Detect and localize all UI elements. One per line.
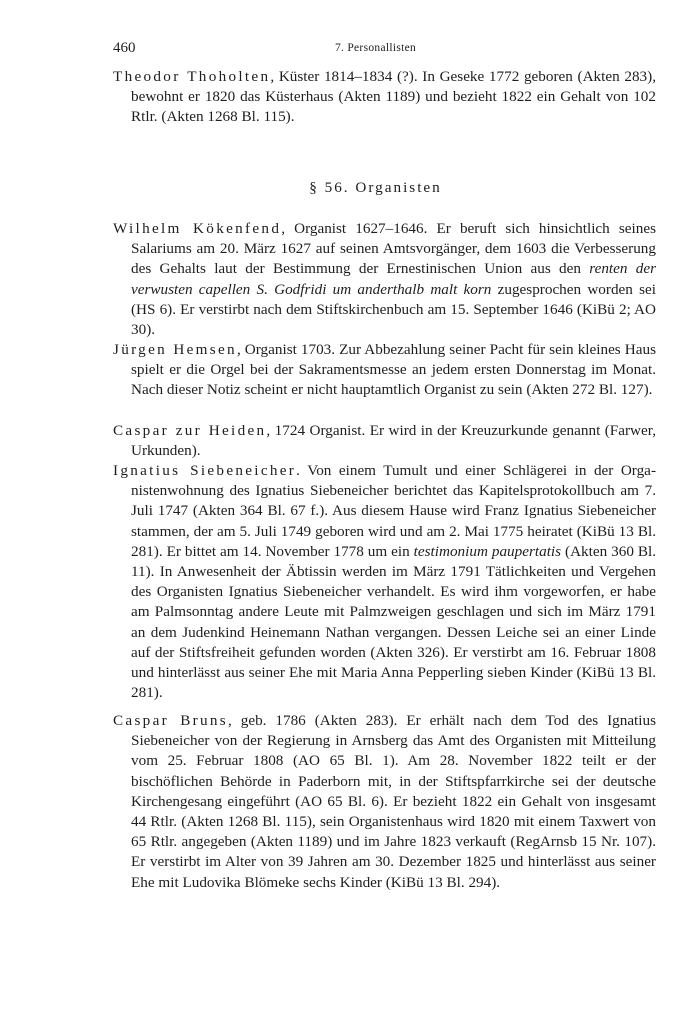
entry-name: Jürgen Hemsen xyxy=(113,341,237,358)
entry-text: , Küster 1814–1834 (?). In Geseke 1772 geboren (Akten 283), bewohnt er 1820 das Küsterhaus (Akten 1189) und bezieht 1822 ein Gehalt von 102 Rtlr. (Akten 1268 Bl. 115). xyxy=(131,68,656,126)
page-number: 460 xyxy=(113,40,136,56)
entry-text-continued: zugesprochen worden sei (HS 6). Er verstirbt nach dem Stiftskirchenbuch am 15. September 1646 (KiBü 2; AO 30). xyxy=(131,280,656,339)
entry-text-continued: (Akten 360 Bl. 11). In Anwesenheit der Äbtissin werden im März 1791 Tätlichkeiten und Vergehen des Organisten Ignatius Siebeneicher verhandelt. Es wird ihm vorgeworfen, er habe am Palmsonntag andere Leute mit Palmzweigen geschlagen und sich im März 1791 an dem Judenkind Heinemann Nathan vergangen. Dessen Leiche sei an einer Linde auf der Stiftsfreiheit gefunden worden (Akten 326). Er verstirbt am 16. Februar 1808 und hinterlässt aus seiner Ehe mit Maria Anna Pepperling sieben Kinder (KiBü 13 Bl. 281). xyxy=(131,542,656,702)
entry-name: Ignatius Siebeneicher xyxy=(113,462,297,479)
entry-text: , 1724 Organist. Er wird in der Kreuzurkunde genannt (Farwer, Urkunden). xyxy=(131,422,656,460)
entry-text: . Von einem Tumult und einer Schlägerei in der Organistenwohnung des Ignatius Siebeneicher berichtet das Kapitelsprotokollbuch am 7. Juli 1747 (Akten 364 Bl. 67 f.). Aus diesem Hause wird Franz Ignatius Siebeneicher stammen, der am 5. Juli 1749 geboren wird und am 2. Mai 1775 heiratet (KiBü 13 Bl. 281). Er bittet am 14. November 1778 um ein xyxy=(131,462,656,560)
section-heading: § 56. Organisten xyxy=(309,179,442,196)
entry-zur-heiden xyxy=(113,421,656,461)
entry-quote: testimonium paupertatis xyxy=(413,542,562,560)
entry-koekenfend xyxy=(113,219,656,340)
entry-name: Caspar zur Heiden xyxy=(113,422,267,439)
entry-text: , Organist 1703. Zur Abbezahlung seiner Pacht für sein kleines Haus spielt er die Orgel bei der Sakramentsmesse an jedem ersten Donnerstag im Monat. Nach dieser Notiz scheint er nicht hauptamtlich Organist zu sein (Akten 272 Bl. 127). xyxy=(131,341,656,399)
entry-name: Theodor Thoholten xyxy=(113,68,271,85)
entry-quote: renten der verwusten capellen S. Godfridi um anderthalb malt korn xyxy=(131,260,656,298)
entry-text: , Organist 1627–1646. Er beruft sich hinsichtlich seines Salariums am 20. März 1627 auf seinen Amtsvorgänger, dem 1603 die Verbesserung des Gehalts laut der Bestimmung der Ernestinischen Union aus den xyxy=(131,220,656,278)
entry-name: Wilhelm Kökenfend xyxy=(113,220,282,237)
entry-thoholten xyxy=(113,67,656,128)
entry-siebeneicher xyxy=(113,461,656,703)
entry-bruns xyxy=(113,711,656,893)
entry-hemsen xyxy=(113,340,656,401)
entry-name: Caspar Bruns xyxy=(113,712,228,729)
entry-text: , geb. 1786 (Akten 283). Er erhält nach dem Tod des Ignatius Siebeneicher von der Regierung in Arnsberg das Amt des Organisten mit Mitteilung vom 25. Februar 1808 (AO 65 Bl. 1). Am 28. November 1822 teilt er der bischöflichen Behörde in Paderborn mit, in der Stiftspfarrkirche sei der deutsche Kirchengesang eingeführt (AO 65 Bl. 6). Er bezieht 1822 ein Gehalt von insgesamt 44 Rtlr. (Akten 1268 Bl. 115), sein Organistenhaus wird 1820 mit einem Taxwert von 65 Rtlr. angegeben (Akten 1189) und im Jahre 1823 verkauft (RegArnsb 15 Nr. 107). Er verstirbt im Alter von 39 Jahren am 30. Dezember 1825 und hinterlässt aus seiner Ehe mit Ludovika Blömeke sechs Kinder (KiBü 13 Bl. 294). xyxy=(131,712,657,891)
running-head: 7. Personallisten xyxy=(334,42,417,54)
page-header xyxy=(113,40,638,60)
